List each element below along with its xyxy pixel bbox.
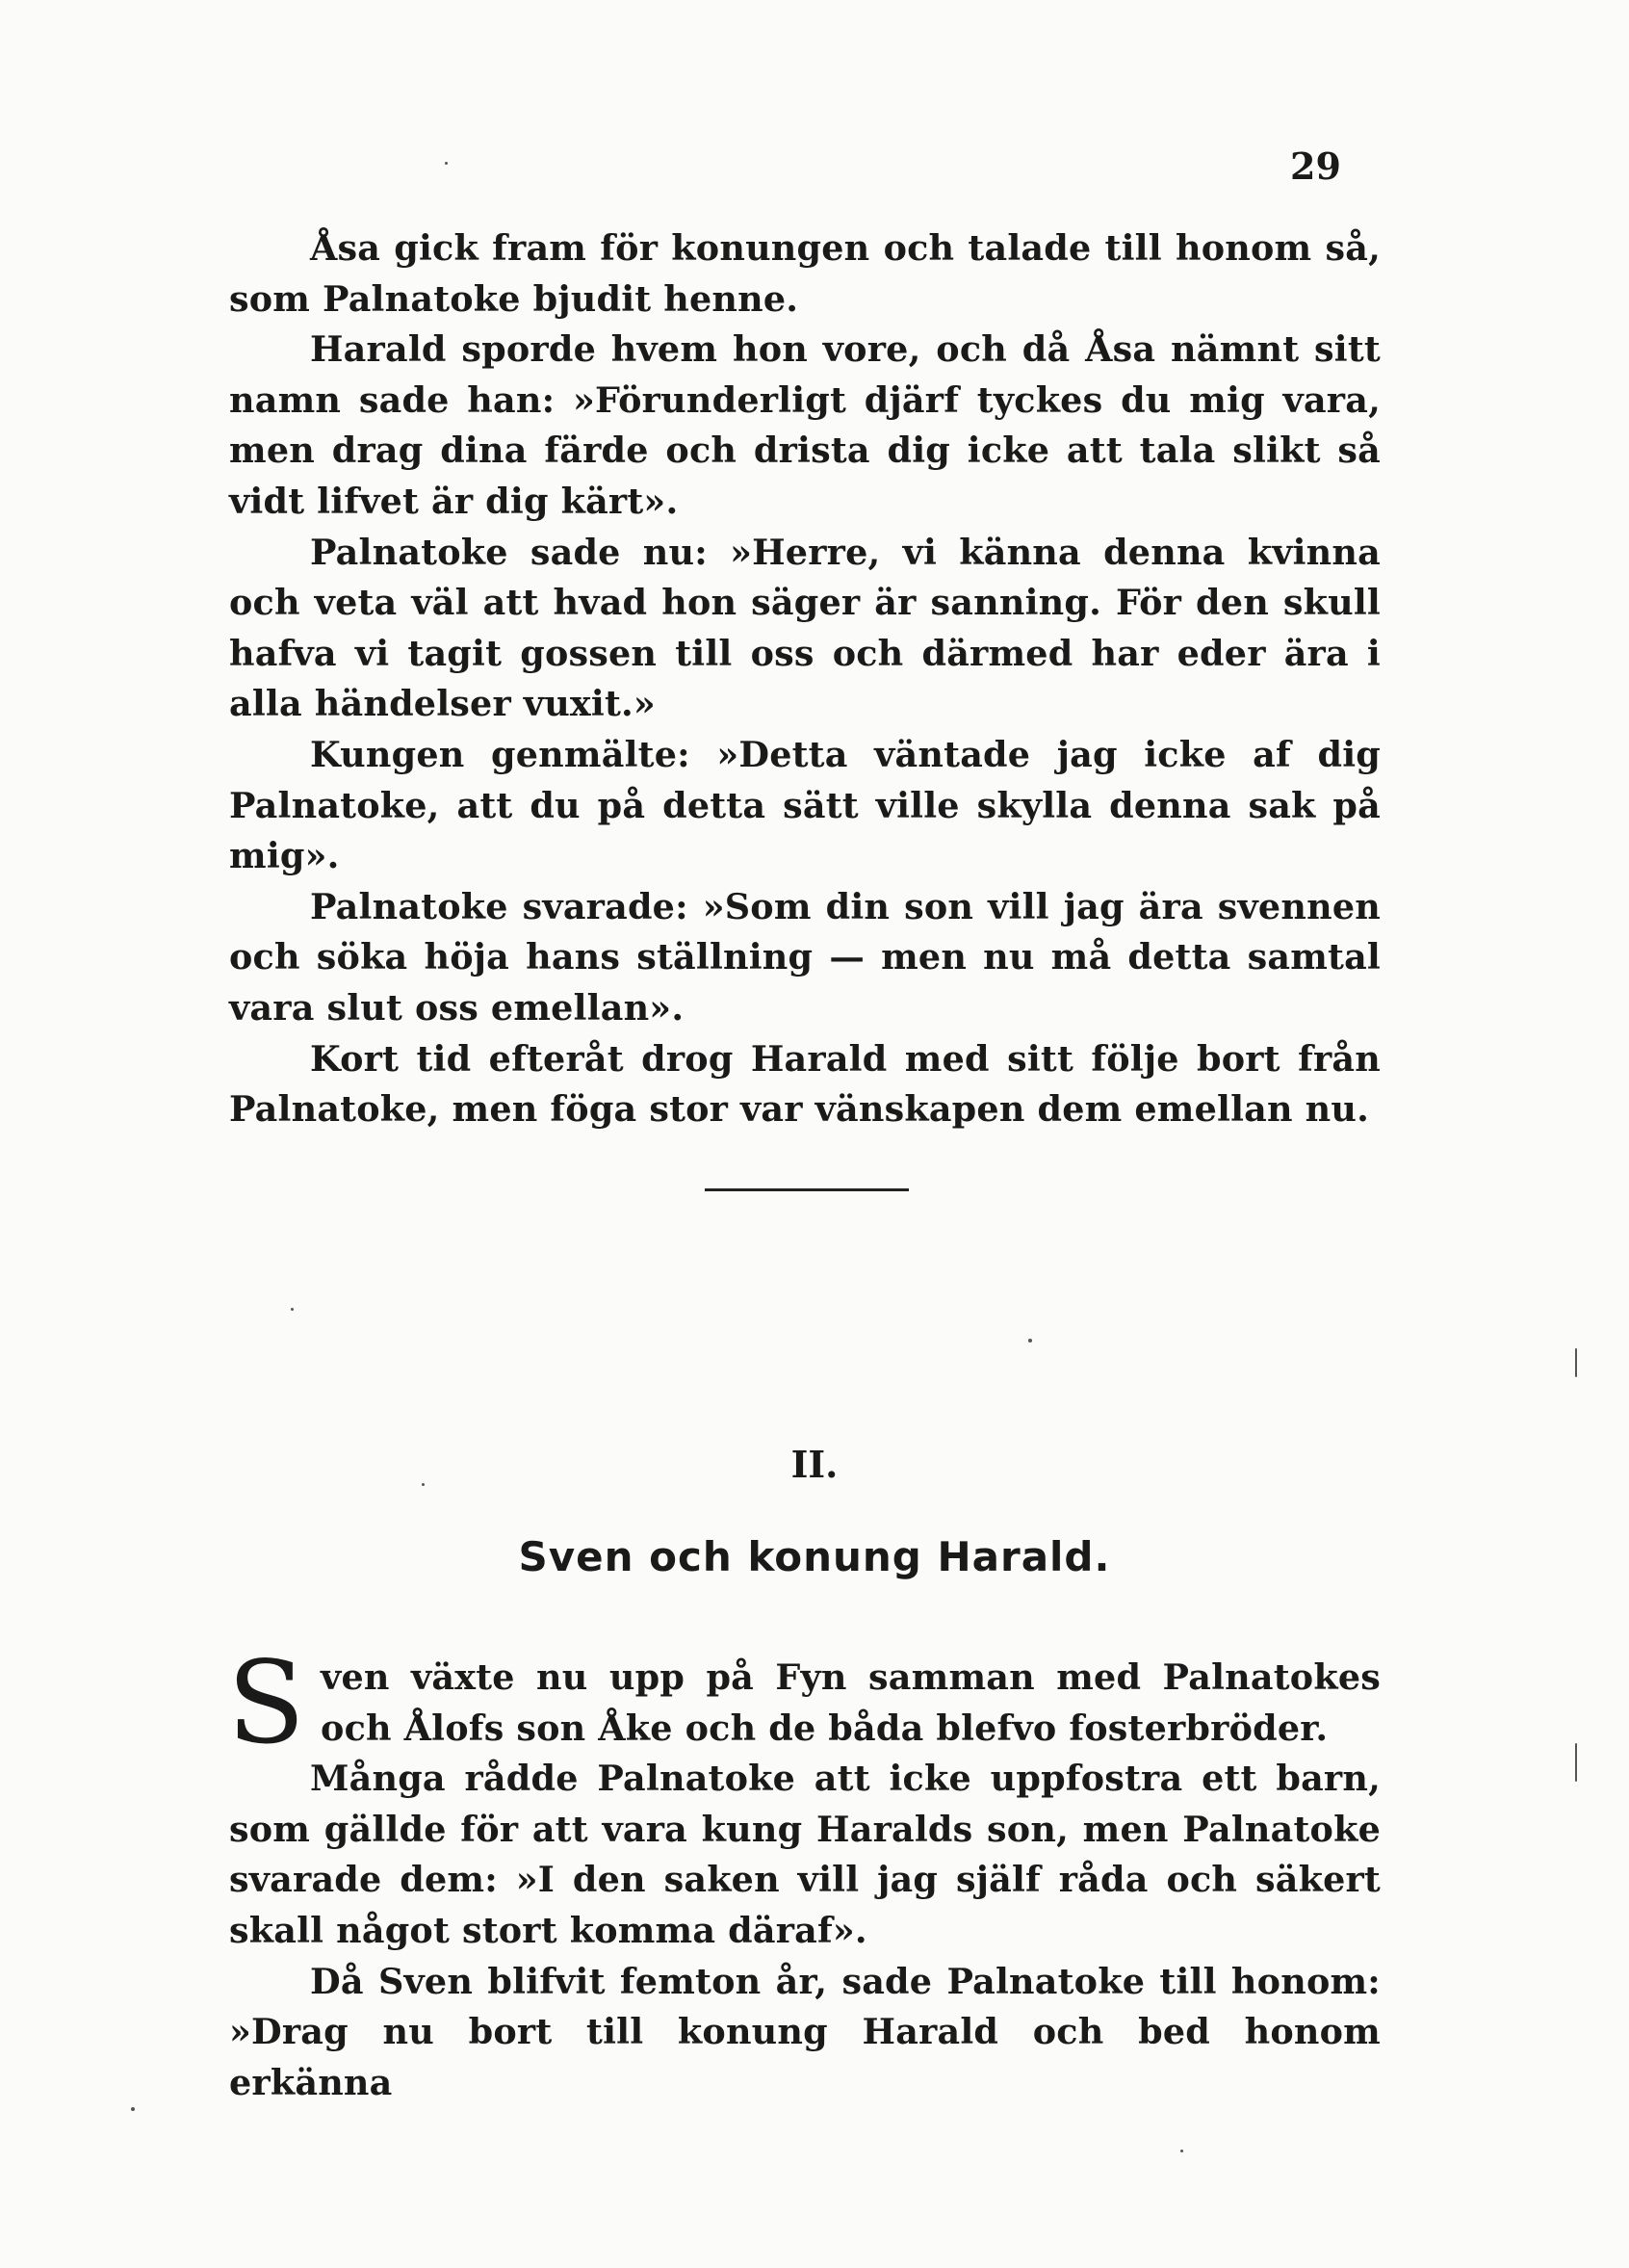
top-text-block (229, 223, 1381, 1135)
scan-speck (291, 1308, 294, 1311)
section-divider-rule (705, 1188, 909, 1191)
drop-cap: S (227, 1636, 306, 1769)
chapter-title: Sven och konung Harald. (518, 1533, 1111, 1580)
page-number: 29 (1290, 144, 1341, 188)
chapter-opening-paragraph (227, 1636, 1381, 1769)
paragraph: Då Sven blifvit femton år, sade Palnatoke till honom: »Drag nu bort till konung Harald och bed honom erkänna (229, 1960, 1381, 2103)
scan-speck (422, 1483, 425, 1486)
chapter-text-block (227, 1636, 1381, 2108)
scan-speck (445, 162, 448, 165)
paragraph: Många rådde Palnatoke att icke uppfostra ett barn, som gällde för att vara kung Haralds son, men Palnatoke svarade dem: »I den saken vill jag själf råda och säkert skall något stort komma däraf». (229, 1758, 1381, 1951)
paragraph: Palnatoke sade nu: »Herre, vi känna denna kvinna och veta väl att hvad hon säger är sanning. För den skull hafva vi tagit gossen till oss och därmed har eder ära i alla händelser vuxit.» (229, 531, 1381, 725)
scan-speck (1575, 1348, 1577, 1377)
paragraph: Kort tid efteråt drog Harald med sitt följe bort från Palnatoke, men föga stor var vänskapen dem emellan nu. (229, 1037, 1381, 1131)
chapter-number: II. (790, 1443, 839, 1486)
paragraph: Palnatoke svarade: »Som din son vill jag ära svennen och söka höja hans ställning — men nu må detta samtal vara slut oss emellan». (229, 885, 1381, 1029)
opening-paragraph-text: ven växte nu upp på Fyn samman med Palnatokes och Ålofs son Åke och de båda blefvo fosterbröder. (321, 1656, 1381, 1749)
paragraph: Kungen genmälte: »Detta väntade jag icke af dig Palnatoke, att du på detta sätt ville skylla denna sak på mig». (229, 733, 1381, 877)
scan-speck (1180, 2150, 1183, 2152)
scan-speck (1575, 1743, 1577, 1782)
paragraph: Harald sporde hvem hon vore, och då Åsa nämnt sitt namn sade han: »Förunderligt djärf tyckes du mig vara, men drag dina färde och drista dig icke att tala slikt så vidt lifvet är dig kärt». (229, 328, 1381, 522)
paragraph: Åsa gick fram för konungen och talade till honom så, som Palnatoke bjudit henne. (229, 227, 1381, 320)
scan-speck (131, 2107, 135, 2111)
scan-speck (1028, 1339, 1032, 1343)
